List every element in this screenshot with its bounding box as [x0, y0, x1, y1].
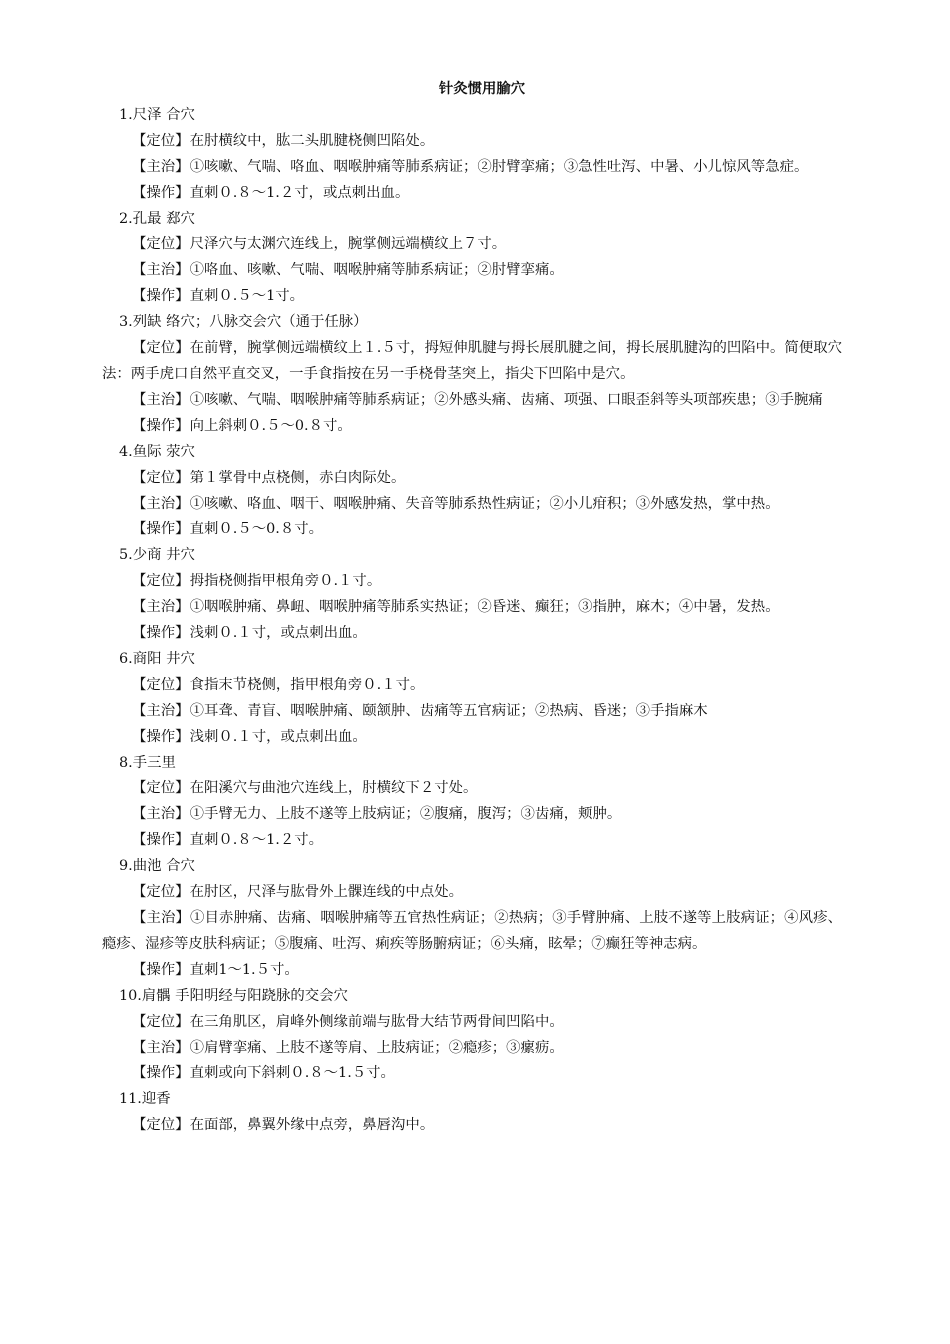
acupoint-detail: 【操作】直刺1～1.５寸。	[132, 961, 299, 978]
acupoint-detail: 【操作】向上斜刺０.５～0.８寸。	[132, 417, 352, 434]
acupoint-heading: 4.鱼际 荥穴	[119, 443, 195, 460]
acupoint-heading: 6.商阳 井穴	[119, 650, 195, 667]
acupoint-section	[102, 207, 842, 311]
acupoint-detail: 【定位】拇指桡侧指甲根角旁０.１寸。	[132, 573, 382, 590]
acupoint-section	[102, 440, 842, 544]
acupoint-detail: 【操作】浅刺０.１寸，或点刺出血。	[132, 728, 367, 745]
acupoint-detail: 【主治】①手臂无力、上肢不遂等上肢病证；②腹痛，腹泻；③齿痛，颊肿。	[132, 806, 622, 823]
acupoint-detail: 【操作】直刺０.８～1.２寸。	[132, 832, 323, 849]
acupoint-detail: 【主治】①咳嗽、气喘、咯血、咽喉肿痛等肺系病证；②肘臂挛痛；③急性吐泻、中暑、小儿惊风等急症。	[132, 158, 809, 175]
acupoint-detail: 【操作】浅刺０.１寸，或点刺出血。	[132, 625, 367, 642]
acupoint-section	[102, 751, 842, 855]
acupoint-heading: 2.孔最 郄穴	[119, 210, 195, 227]
acupoint-detail: 【主治】①肩臂挛痛、上肢不遂等肩、上肢病证；②瘾疹；③瘰疬。	[132, 1039, 564, 1056]
acupoint-heading: 5.少商 井穴	[119, 547, 195, 564]
acupoint-detail: 【主治】①目赤肿痛、齿痛、咽喉肿痛等五官热性病证；②热病；③手臂肿痛、上肢不遂等上肢病证；④风疹、瘾疹、湿疹等皮肤科病证；⑤腹痛、吐泻、痢疾等肠腑病证；⑥头痛，眩晕；⑦癫狂等神志病。	[102, 910, 842, 952]
acupoint-heading: 11.迎香	[119, 1091, 171, 1108]
acupoint-section	[102, 543, 842, 647]
acupoint-section	[102, 1087, 842, 1139]
acupoint-detail: 【定位】在面部，鼻翼外缘中点旁，鼻唇沟中。	[132, 1117, 435, 1134]
acupoint-detail: 【操作】直刺０.５～1寸。	[132, 288, 305, 305]
acupoint-section	[102, 984, 842, 1088]
acupoint-detail: 【操作】直刺或向下斜刺０.８～1.５寸。	[132, 1065, 395, 1082]
acupoint-detail: 【主治】①咳嗽、咯血、咽干、咽喉肿痛、失音等肺系热性病证；②小儿疳积；③外感发热，掌中热。	[132, 495, 780, 512]
acupoint-detail: 【主治】①耳聋、青盲、咽喉肿痛、颐颔肿、齿痛等五官病证；②热病、昏迷；③手指麻木	[132, 702, 708, 719]
acupoint-detail: 【定位】在肘区，尺泽与肱骨外上髁连线的中点处。	[132, 884, 463, 901]
acupoint-section	[102, 854, 842, 984]
acupoint-detail: 【定位】在阳溪穴与曲池穴连线上，肘横纹下２寸处。	[132, 780, 478, 797]
acupoint-section	[102, 310, 842, 440]
acupoint-heading: 8.手三里	[119, 754, 176, 771]
acupoint-detail: 【定位】在三角肌区，肩峰外侧缘前端与肱骨大结节两骨间凹陷中。	[132, 1013, 564, 1030]
acupoint-detail: 【主治】①咳嗽、气喘、咽喉肿痛等肺系病证；②外感头痛、齿痛、项强、口眼歪斜等头项部疾患；③手腕痛	[132, 391, 823, 408]
acupoint-detail: 【定位】第１掌骨中点桡侧，赤白肉际处。	[132, 469, 406, 486]
acupoint-detail: 【定位】在前臂，腕掌侧远端横纹上１.５寸，拇短伸肌腱与拇长展肌腱之间，拇长展肌腱沟的凹陷中。简便取穴法：两手虎口自然平直交叉，一手食指按在另一手桡骨茎突上，指尖下凹陷中是穴。	[102, 340, 842, 382]
acupoint-detail: 【主治】①咽喉肿痛、鼻衄、咽喉肿痛等肺系实热证；②昏迷、癫狂；③指肿，麻木；④中暑，发热。	[132, 599, 780, 616]
acupoint-detail: 【定位】尺泽穴与太渊穴连线上，腕掌侧远端横纹上７寸。	[132, 236, 507, 253]
acupoint-heading: 1.尺泽 合穴	[119, 106, 195, 123]
document-title: 针灸惯用腧穴	[438, 80, 526, 97]
acupoint-detail: 【操作】直刺０.８～1.２寸，或点刺出血。	[132, 184, 410, 201]
acupoint-detail: 【操作】直刺０.５～0.８寸。	[132, 521, 323, 538]
acupoint-section	[102, 103, 842, 207]
acupoint-list	[102, 103, 842, 1139]
acupoint-detail: 【定位】食指末节桡侧，指甲根角旁０.１寸。	[132, 676, 425, 693]
acupoint-detail: 【定位】在肘横纹中，肱二头肌腱桡侧凹陷处。	[132, 132, 435, 149]
acupoint-heading: 9.曲池 合穴	[119, 858, 195, 875]
acupoint-heading: 10.肩髃 手阳明经与阳跷脉的交会穴	[119, 987, 348, 1004]
acupoint-detail: 【主治】①咯血、咳嗽、气喘、咽喉肿痛等肺系病证；②肘臂挛痛。	[132, 262, 564, 279]
acupoint-heading: 3.列缺 络穴；八脉交会穴（通于任脉）	[119, 314, 368, 331]
acupoint-section	[102, 647, 842, 751]
